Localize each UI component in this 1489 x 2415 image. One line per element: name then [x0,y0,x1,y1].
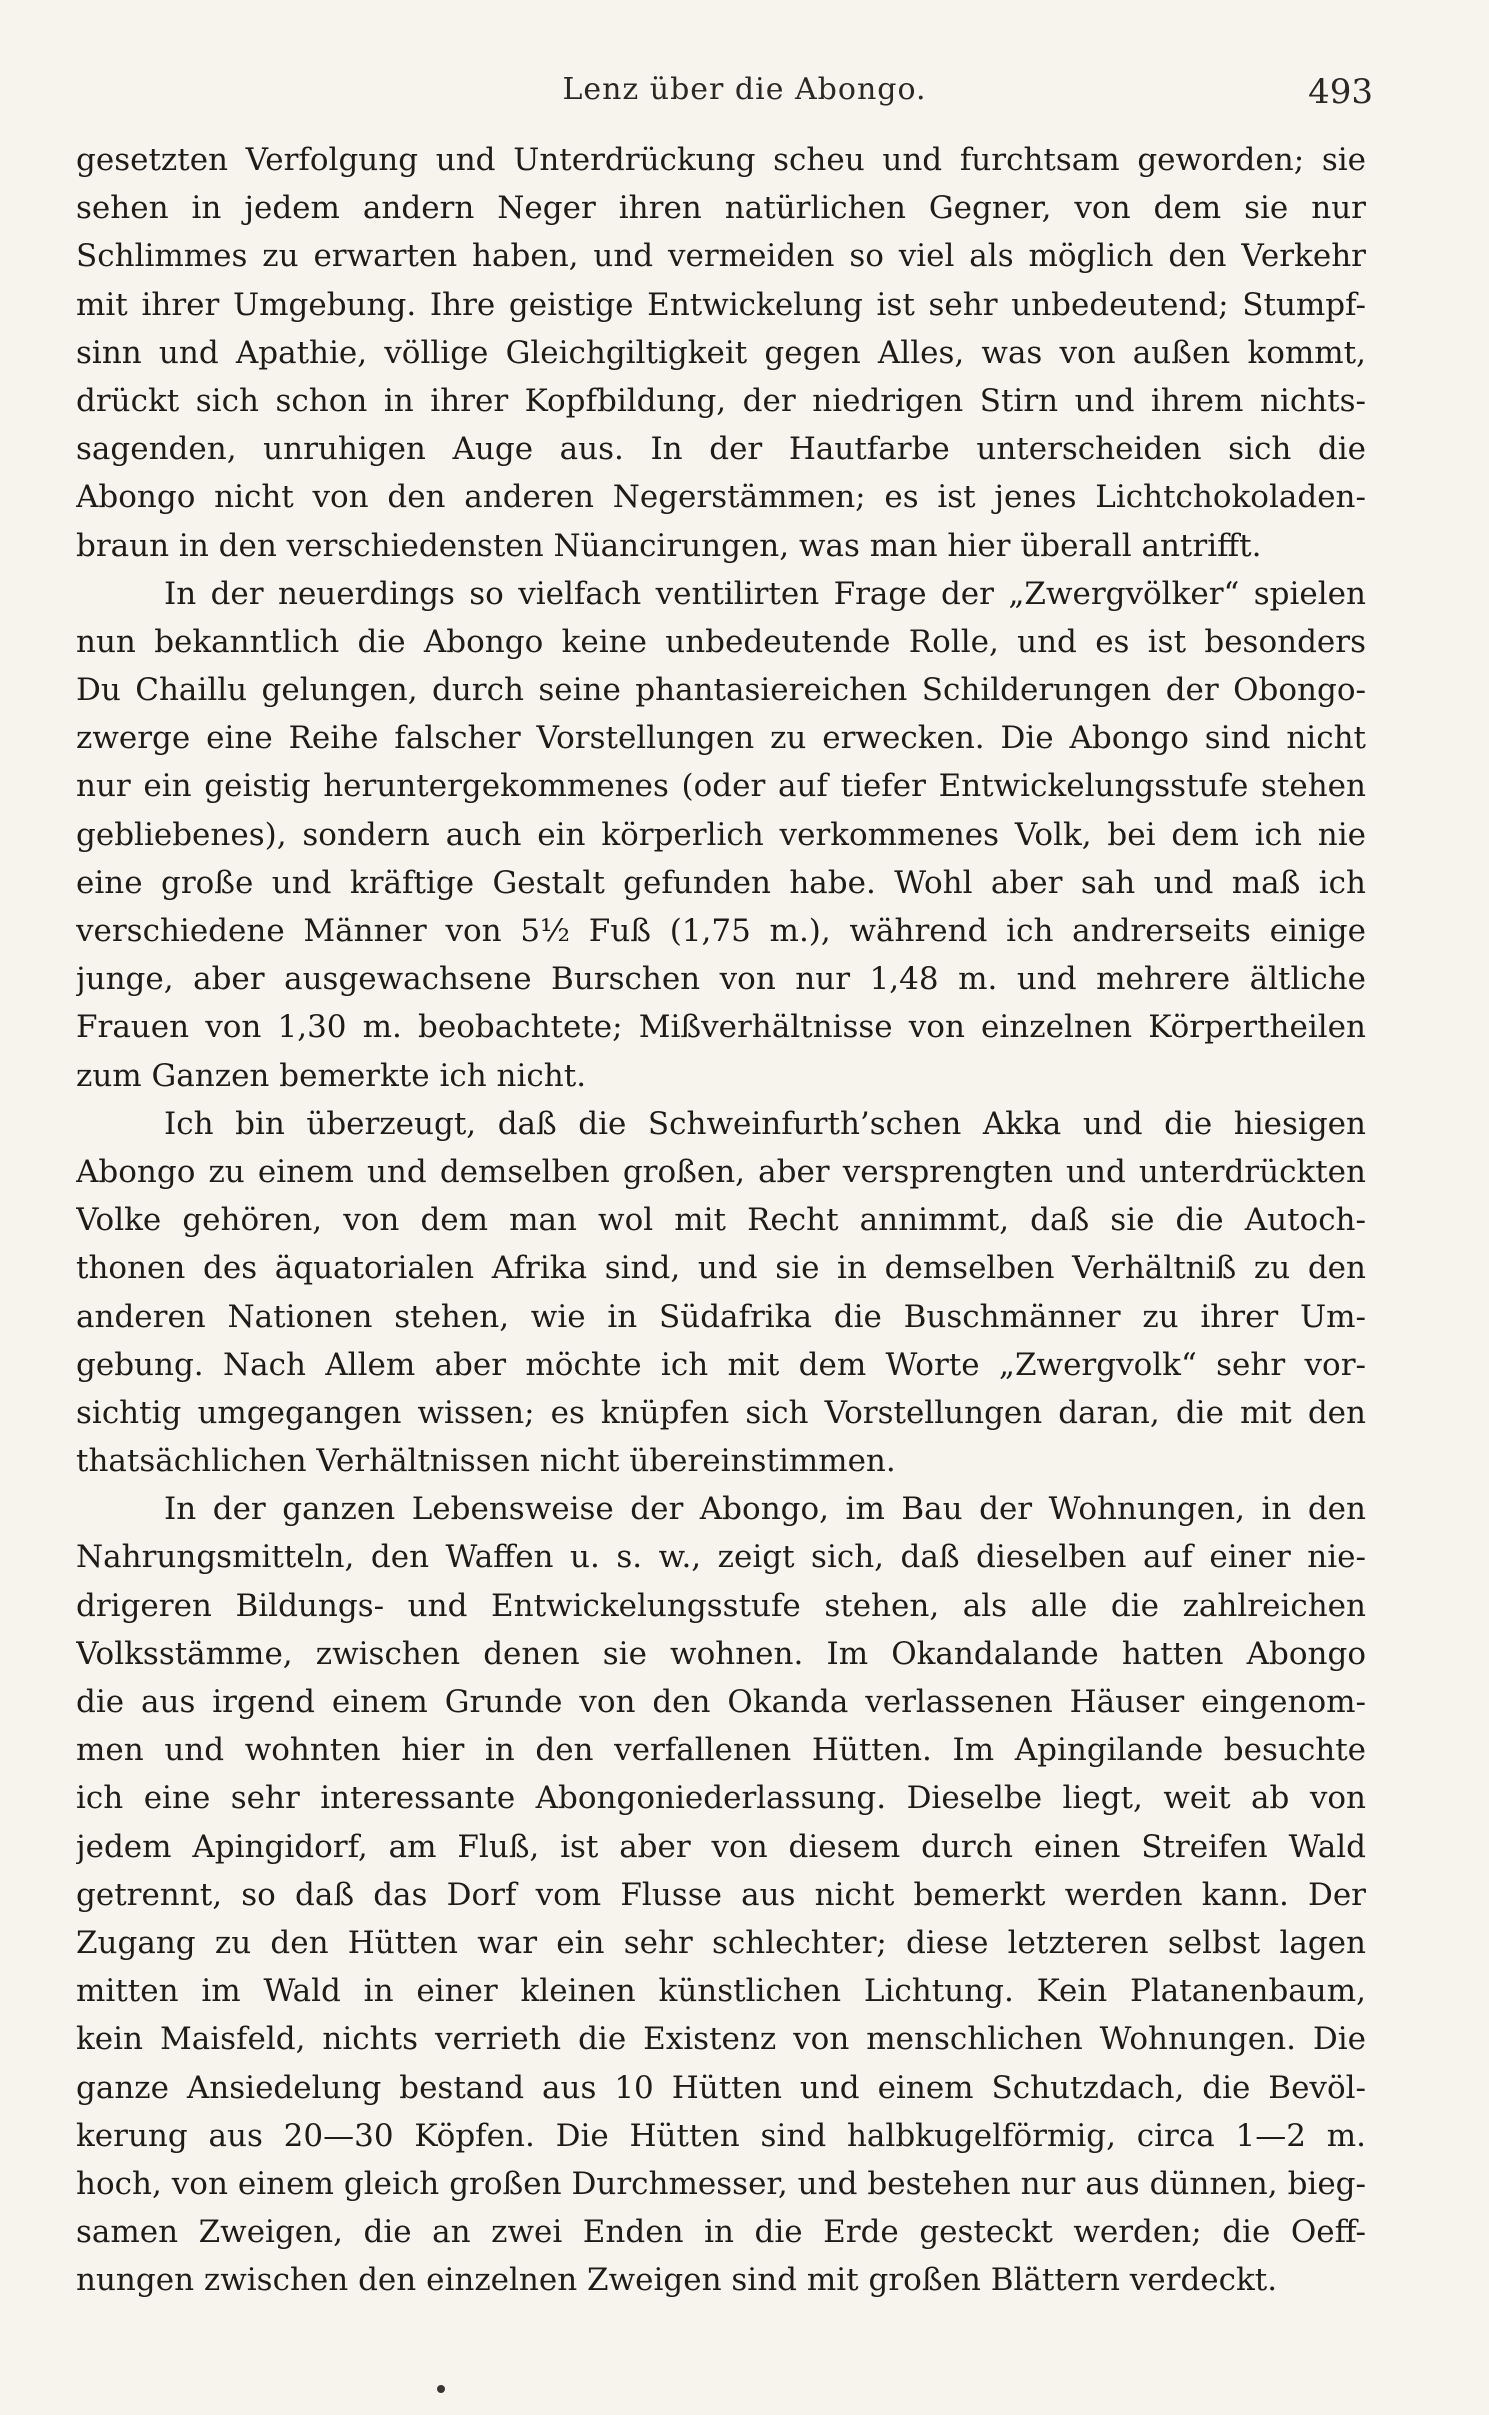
text-line: junge, aber ausgewachsene Burschen von nur 1,48 m. und mehrere ältliche [76,961,1366,998]
text-line: gebung. Nach Allem aber möchte ich mit dem Worte „Zwergvolk“ sehr vor- [76,1346,1366,1383]
text-line: nun bekanntlich die Abongo keine unbedeutende Rolle, und es ist besonders [76,623,1366,660]
text-line: nungen zwischen den einzelnen Zweigen sind mit großen Blättern verdeckt. [76,2262,1278,2299]
text-line: samen Zweigen, die an zwei Enden in die Erde gesteckt werden; die Oeff- [76,2214,1366,2251]
text-line: sehen in jedem andern Neger ihren natürlichen Gegner, von dem sie nur [76,190,1366,227]
text-line: Volksstämme, zwischen denen sie wohnen. Im Okandalande hatten Abongo [76,1635,1366,1672]
text-line: men und wohnten hier in den verfallenen Hütten. Im Apingilande besuchte [76,1732,1366,1769]
text-line: sinn und Apathie, völlige Gleichgiltigkeit gegen Alles, was von außen kommt, [76,334,1366,371]
page-number: 493 [1308,72,1373,112]
text-line: eine große und kräftige Gestalt gefunden habe. Wohl aber sah und maß ich [76,864,1366,901]
text-line: sagenden, unruhigen Auge aus. In der Hautfarbe unterscheiden sich die [76,431,1366,468]
printer-mark-dot [437,2385,445,2393]
text-line: ganze Ansiedelung bestand aus 10 Hütten und einem Schutzdach, die Bevöl- [76,2069,1366,2106]
text-line: In der neuerdings so vielfach ventilirten Frage der „Zwergvölker“ spielen [164,575,1366,612]
text-line: thatsächlichen Verhältnissen nicht übereinstimmen. [76,1443,896,1480]
text-line: ich eine sehr interessante Abongoniederlassung. Dieselbe liegt, weit ab von [76,1780,1366,1817]
body-text [76,136,1366,2304]
text-line: Ich bin überzeugt, daß die Schweinfurth’schen Akka und die hiesigen [164,1105,1366,1142]
text-line: mitten im Wald in einer kleinen künstlichen Lichtung. Kein Platanenbaum, [76,1973,1366,2010]
text-line: braun in den verschiedensten Nüancirungen, was man hier überall antrifft. [76,527,1262,564]
text-line: drückt sich schon in ihrer Kopfbildung, der niedrigen Stirn und ihrem nichts- [76,382,1366,419]
text-line: Nahrungsmitteln, den Waffen u. s. w., zeigt sich, daß dieselben auf einer nie- [76,1539,1366,1576]
text-line: Du Chaillu gelungen, durch seine phantasiereichen Schilderungen der Obongo- [76,672,1366,709]
text-line: Abongo zu einem und demselben großen, aber versprengten und unterdrückten [76,1153,1366,1190]
text-line: drigeren Bildungs- und Entwickelungsstufe stehen, als alle die zahlreichen [76,1587,1366,1624]
text-line: mit ihrer Umgebung. Ihre geistige Entwickelung ist sehr unbedeutend; Stumpf- [76,286,1366,323]
text-line: Volke gehören, von dem man wol mit Recht annimmt, daß sie die Autoch- [76,1202,1366,1239]
text-line: Frauen von 1,30 m. beobachtete; Mißverhältnisse von einzelnen Körpertheilen [76,1009,1366,1046]
text-line: gesetzten Verfolgung und Unterdrückung scheu und furchtsam geworden; sie [76,142,1366,178]
text-line: getrennt, so daß das Dorf vom Flusse aus nicht bemerkt werden kann. Der [76,1876,1366,1913]
text-line: thonen des äquatorialen Afrika sind, und sie in demselben Verhältniß zu den [76,1250,1366,1287]
text-line: jedem Apingidorf, am Fluß, ist aber von diesem durch einen Streifen Wald [76,1828,1366,1865]
text-line: In der ganzen Lebensweise der Abongo, im Bau der Wohnungen, in den [164,1491,1366,1528]
text-line: zwerge eine Reihe falscher Vorstellungen zu erwecken. Die Abongo sind nicht [76,720,1366,757]
text-line: Zugang zu den Hütten war ein sehr schlechter; diese letzteren selbst lagen [76,1924,1366,1961]
text-line: hoch, von einem gleich großen Durchmesser, und bestehen nur aus dünnen, bieg- [76,2165,1366,2202]
text-line: kein Maisfeld, nichts verrieth die Existenz von menschlichen Wohnungen. Die [76,2021,1366,2058]
text-line: zum Ganzen bemerkte ich nicht. [76,1057,587,1094]
text-line: gebliebenes), sondern auch ein körperlich verkommenes Volk, bei dem ich nie [76,816,1366,853]
running-title: Lenz über die Abongo. [562,72,927,107]
text-line: anderen Nationen stehen, wie in Südafrika die Buschmänner zu ihrer Um- [76,1298,1366,1335]
text-line: nur ein geistig heruntergekommenes (oder auf tiefer Entwickelungsstufe stehen [76,768,1366,805]
text-line: sichtig umgegangen wissen; es knüpfen sich Vorstellungen daran, die mit den [76,1394,1366,1431]
text-line: kerung aus 20—30 Köpfen. Die Hütten sind halbkugelförmig, circa 1—2 m. [76,2117,1366,2154]
text-line: Schlimmes zu erwarten haben, und vermeiden so viel als möglich den Verkehr [76,238,1366,275]
text-line: die aus irgend einem Grunde von den Okanda verlassenen Häuser eingenom- [76,1684,1366,1720]
text-line: Abongo nicht von den anderen Negerstämmen; es ist jenes Lichtchokoladen- [76,479,1366,516]
text-line: verschiedene Männer von 5½ Fuß (1,75 m.), während ich andrerseits einige [76,913,1366,949]
